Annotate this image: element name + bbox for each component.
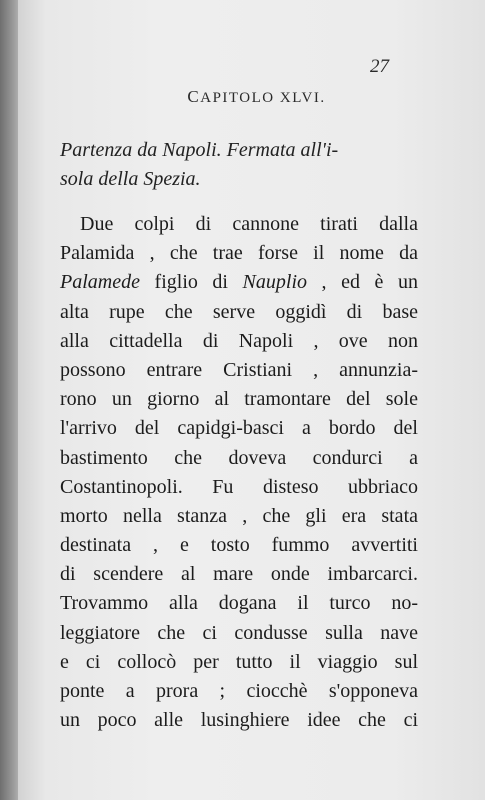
text-line: alla cittadella di Napoli , ove non	[60, 329, 418, 352]
text-line: destinata , e tosto fummo avvertiti	[60, 534, 418, 557]
text-line: leggiatore che ci condusse sulla nave	[60, 621, 418, 644]
text-line: di scendere al mare onde imbarcarci.	[60, 563, 418, 586]
chapter-summary	[60, 136, 410, 194]
book-page	[18, 0, 485, 800]
text-segment: , ed è un	[307, 271, 418, 294]
text-line: possono entrare Cristiani , annunzia-	[60, 358, 418, 381]
text-line: Due colpi di cannone tirati dalla	[80, 213, 418, 235]
text-segment: Palamida , che trae forse il nome da	[60, 242, 418, 265]
text-line	[60, 268, 418, 297]
text-line: bastimento che doveva condurci a	[60, 446, 418, 469]
summary-line: Partenza da Napoli. Fermata all'i-	[60, 139, 339, 161]
text-line: morto nella stanza , che gli era stata	[60, 504, 418, 527]
text-line	[60, 239, 418, 268]
text-line: Costantinopoli. Fu disteso ubbriaco	[60, 475, 418, 498]
text-line: un poco alle lusinghiere idee che ci	[60, 709, 418, 732]
text-line: ponte a prora ; ciocchè s'opponeva	[60, 680, 418, 702]
text-line: l'arrivo del capidgi-basci a bordo del	[60, 417, 418, 440]
text-line: e ci collocò per tutto il viaggio sul	[60, 650, 418, 673]
italic-name: Nauplio	[242, 271, 307, 294]
italic-name: Palamede	[60, 271, 140, 294]
text-line: rono un giorno al tramontare del sole	[60, 388, 418, 411]
text-segment: figlio di	[139, 271, 243, 294]
text-line: alta rupe che serve oggidì di base	[60, 300, 418, 323]
summary-line: sola della Spezia.	[60, 168, 201, 190]
chapter-heading-rest: APITOLO XLVI.	[200, 90, 326, 106]
chapter-heading-initial: C	[187, 87, 201, 106]
chapter-heading	[18, 87, 485, 107]
page-number: 27	[370, 56, 389, 77]
body-paragraph	[60, 210, 418, 735]
text-line: Trovammo alla dogana il turco no-	[60, 592, 418, 615]
